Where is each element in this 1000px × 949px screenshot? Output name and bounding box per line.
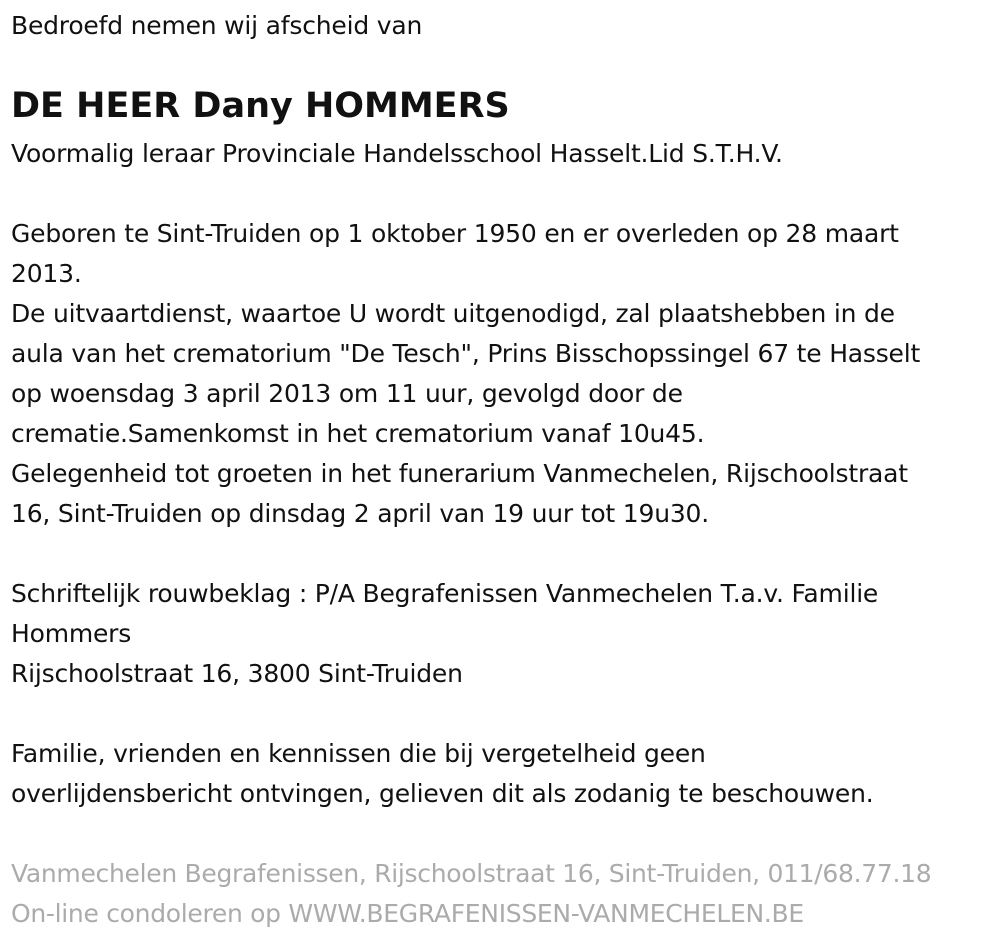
detail-line: 2013. [11, 259, 82, 288]
service-details [11, 214, 920, 534]
footer-condolence: On-line condoleren op WWW.BEGRAFENISSEN-VANMECHELEN.BE [11, 899, 804, 928]
footer-contact: Vanmechelen Begrafenissen, Rijschoolstraat 16, Sint-Truiden, 011/68.77.18 [11, 859, 932, 888]
family-note-line: Familie, vrienden en kennissen die bij vergetelheid geen [11, 739, 706, 768]
funeral-home-footer [11, 854, 931, 934]
detail-line: crematie.Samenkomst in het crematorium vanaf 10u45. [11, 419, 705, 448]
subtitle-block [11, 134, 783, 174]
detail-line: op woensdag 3 april 2013 om 11 uur, gevolgd door de [11, 379, 683, 408]
intro-text: Bedroefd nemen wij afscheid van [11, 11, 423, 40]
deceased-name: DE HEER Dany HOMMERS [11, 86, 510, 126]
detail-line: De uitvaartdienst, waartoe U wordt uitgenodigd, zal plaatshebben in de [11, 299, 895, 328]
mourning-line: Schriftelijk rouwbeklag : P/A Begrafenissen Vanmechelen T.a.v. Familie [11, 579, 879, 608]
detail-line: 16, Sint-Truiden op dinsdag 2 april van 19 uur tot 19u30. [11, 499, 709, 528]
detail-line: Geboren te Sint-Truiden op 1 oktober 1950 en er overleden op 28 maart [11, 219, 899, 248]
detail-line: aula van het crematorium "De Tesch", Prins Bisschopssingel 67 te Hasselt [11, 339, 921, 368]
family-note-line: overlijdensbericht ontvingen, gelieven dit als zodanig te beschouwen. [11, 779, 874, 808]
deceased-subtitle: Voormalig leraar Provinciale Handelsschool Hasselt.Lid S.T.H.V. [11, 139, 783, 168]
mourning-address [11, 574, 878, 694]
family-note [11, 734, 874, 814]
mourning-line: Rijschoolstraat 16, 3800 Sint-Truiden [11, 659, 463, 688]
mourning-line: Hommers [11, 619, 132, 648]
detail-line: Gelegenheid tot groeten in het funerarium Vanmechelen, Rijschoolstraat [11, 459, 908, 488]
